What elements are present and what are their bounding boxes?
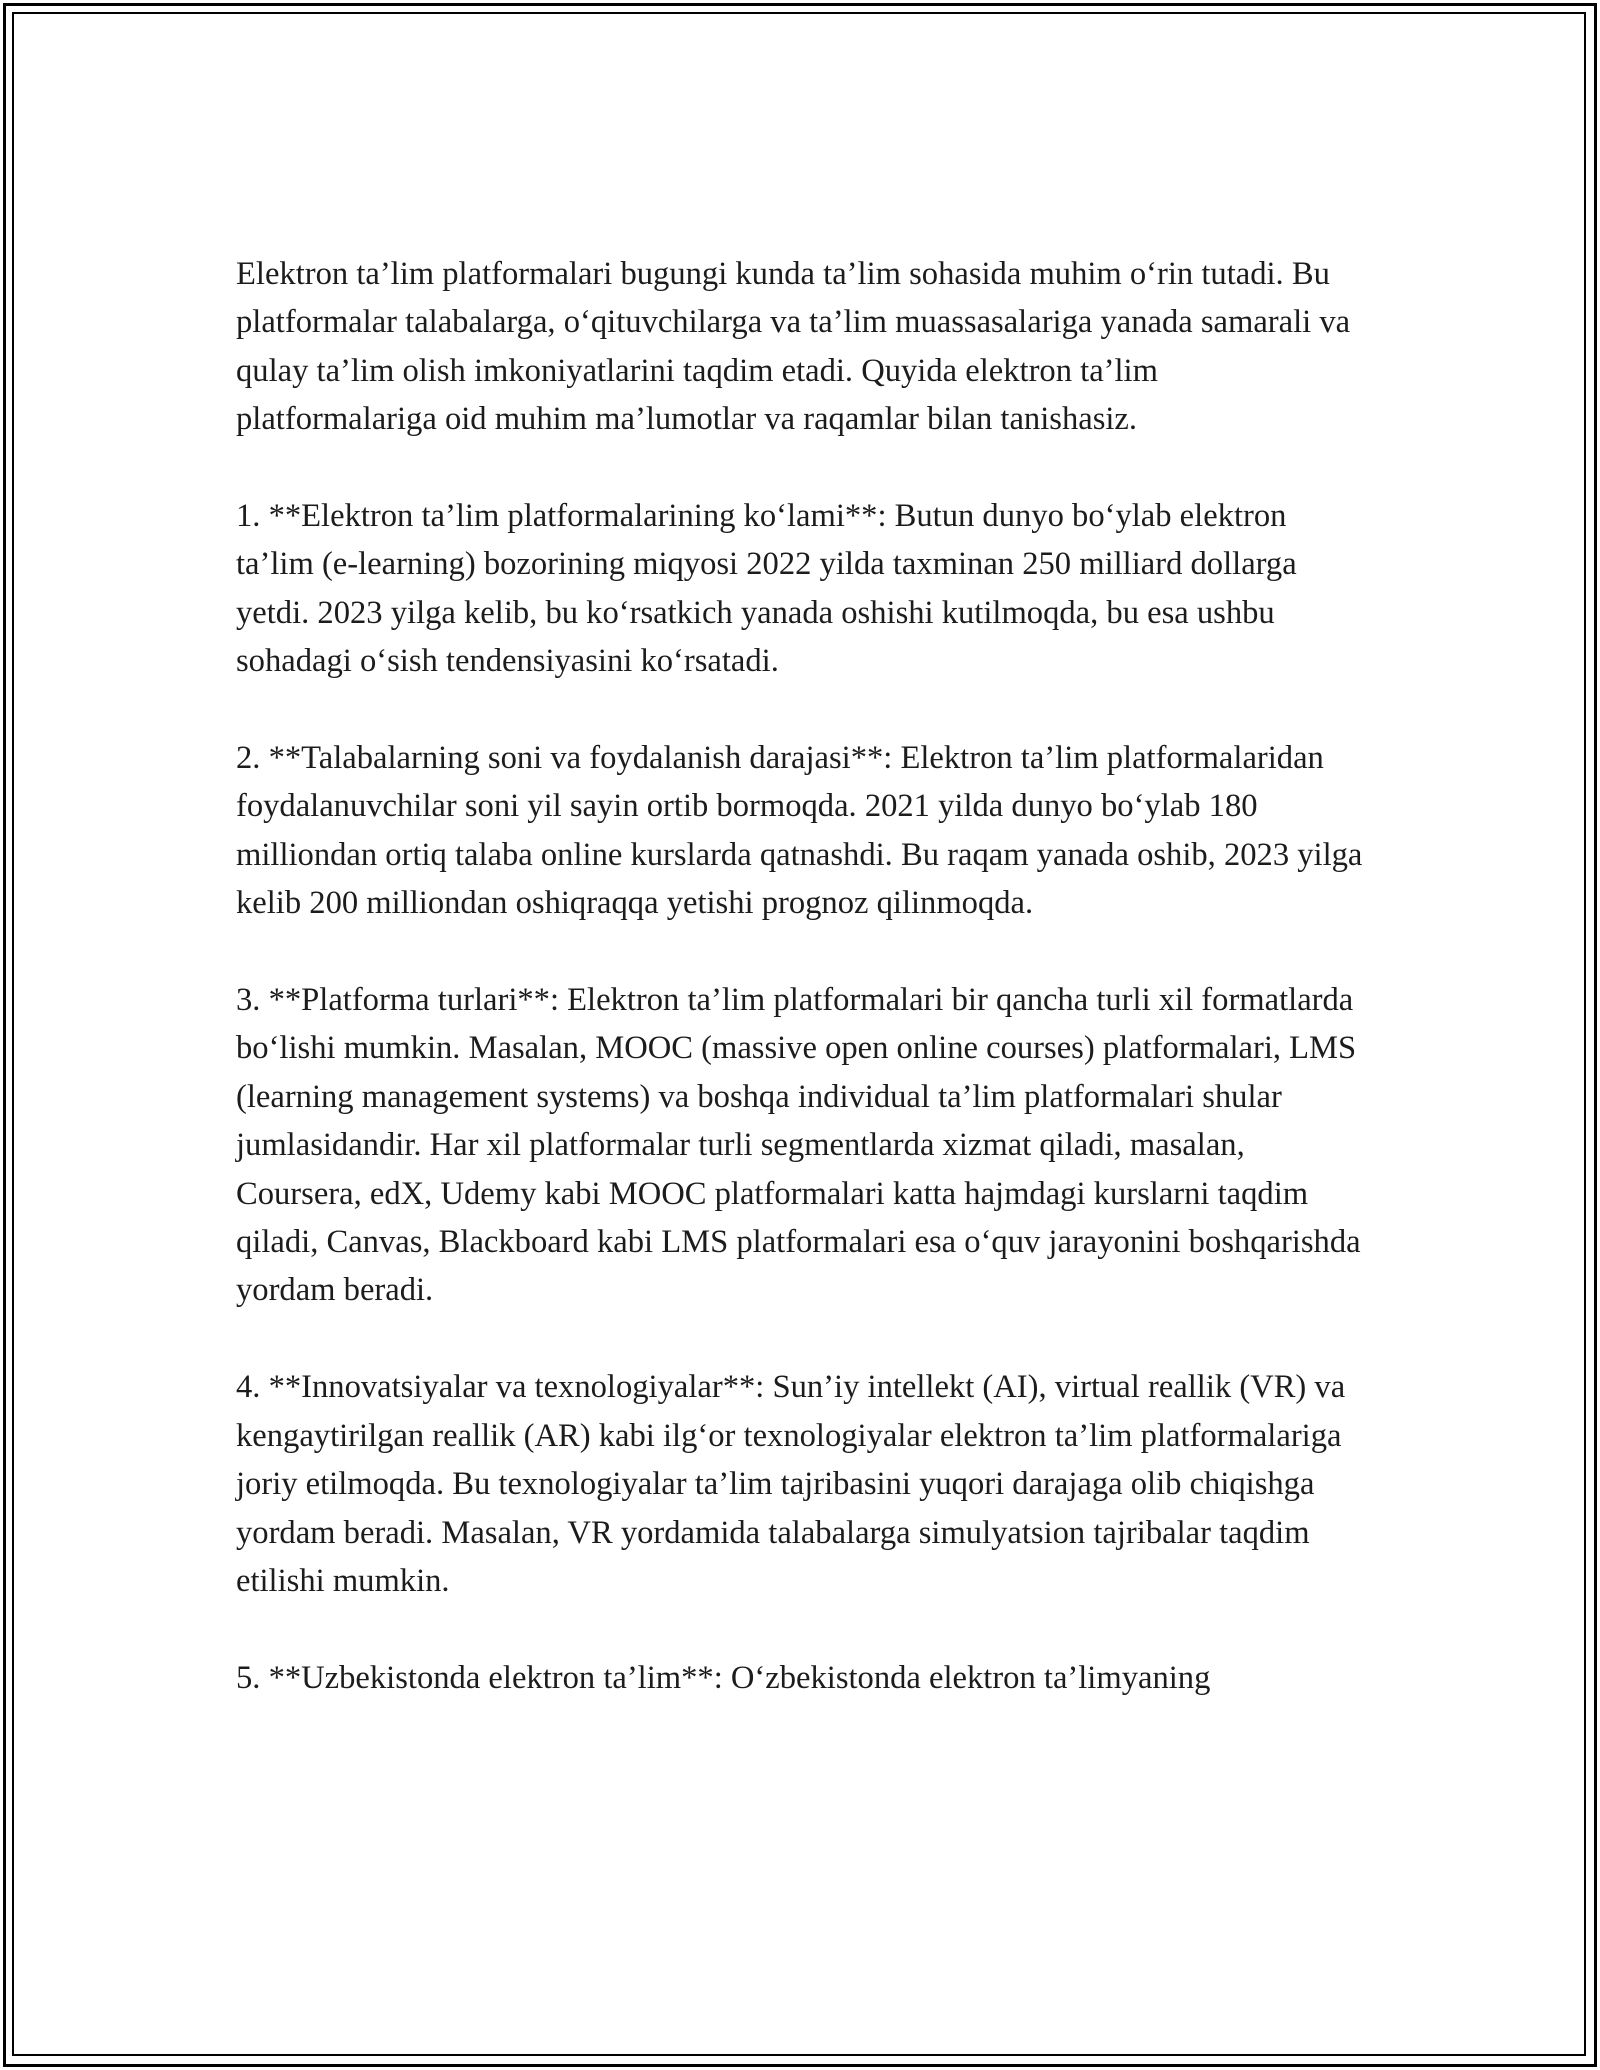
intro-paragraph: Elektron ta’lim platformalari bugungi kunda ta’lim sohasida muhim o‘rin tutadi. Bu platformalar talabalarga, o‘qituvchilarga va ta’lim muassasalariga yanada samarali va qulay ta’lim olish imkoniyatlarini taqdim etadi. Quyida elektron ta’lim platformalariga oid muhim ma’lumotlar va raqamlar bilan tanishasiz. [236,256,1351,438]
paragraph-1: 1. **Elektron ta’lim platformalarining ko‘lami**: Butun dunyo bo‘ylab elektron ta’lim (e-learning) bozorining miqyosi 2022 yilda taxminan 250 milliard dollarga yetdi. 2023 yilga kelib, bu ko‘rsatkich yanada oshishi kutilmoqda, bu esa ushbu sohadagi o‘sish tendensiyasini ko‘rsatadi. [236,498,1297,680]
paragraph-5: 5. **Uzbekistonda elektron ta’lim**: O‘zbekistonda elektron ta’limyaning [236,1659,1211,1696]
paragraph-4: 4. **Innovatsiyalar va texnologiyalar**: Sun’iy intellekt (AI), virtual reallik (VR) va kengaytirilgan reallik (AR) kabi ilg‘or texnologiyalar elektron ta’lim platformalariga joriy etilmoqda. Bu texnologiyalar ta’lim tajribasini yuqori darajaga olib chiqishga yordam beradi. Masalan, VR yordamida talabalarga simulyatsion tajribalar taqdim etilishi mumkin. [236,1369,1346,1599]
paragraph-2: 2. **Talabalarning soni va foydalanish darajasi**: Elektron ta’lim platformalaridan foydalanuvchilar soni yil sayin ortib bormoqda. 2021 yilda dunyo bo‘ylab 180 milliondan ortiq talaba online kurslarda qatnashdi. Bu raqam yanada oshib, 2023 yilga kelib 200 milliondan oshiqraqqa yetishi prognoz qilinmoqda. [236,740,1363,922]
document-body [236,250,1366,1751]
paragraph-3: 3. **Platforma turlari**: Elektron ta’lim platformalari bir qancha turli xil formatlarda bo‘lishi mumkin. Masalan, MOOC (massive open online courses) platformalari, LMS (learning management systems) va boshqa individual ta’lim platformalari shular jumlasidandir. Har xil platformalar turli segmentlarda xizmat qiladi, masalan, Coursera, edX, Udemy kabi MOOC platformalari katta hajmdagi kurslarni taqdim qiladi, Canvas, Blackboard kabi LMS platformalari esa o‘quv jarayonini boshqarishda yordam beradi. [236,982,1361,1309]
